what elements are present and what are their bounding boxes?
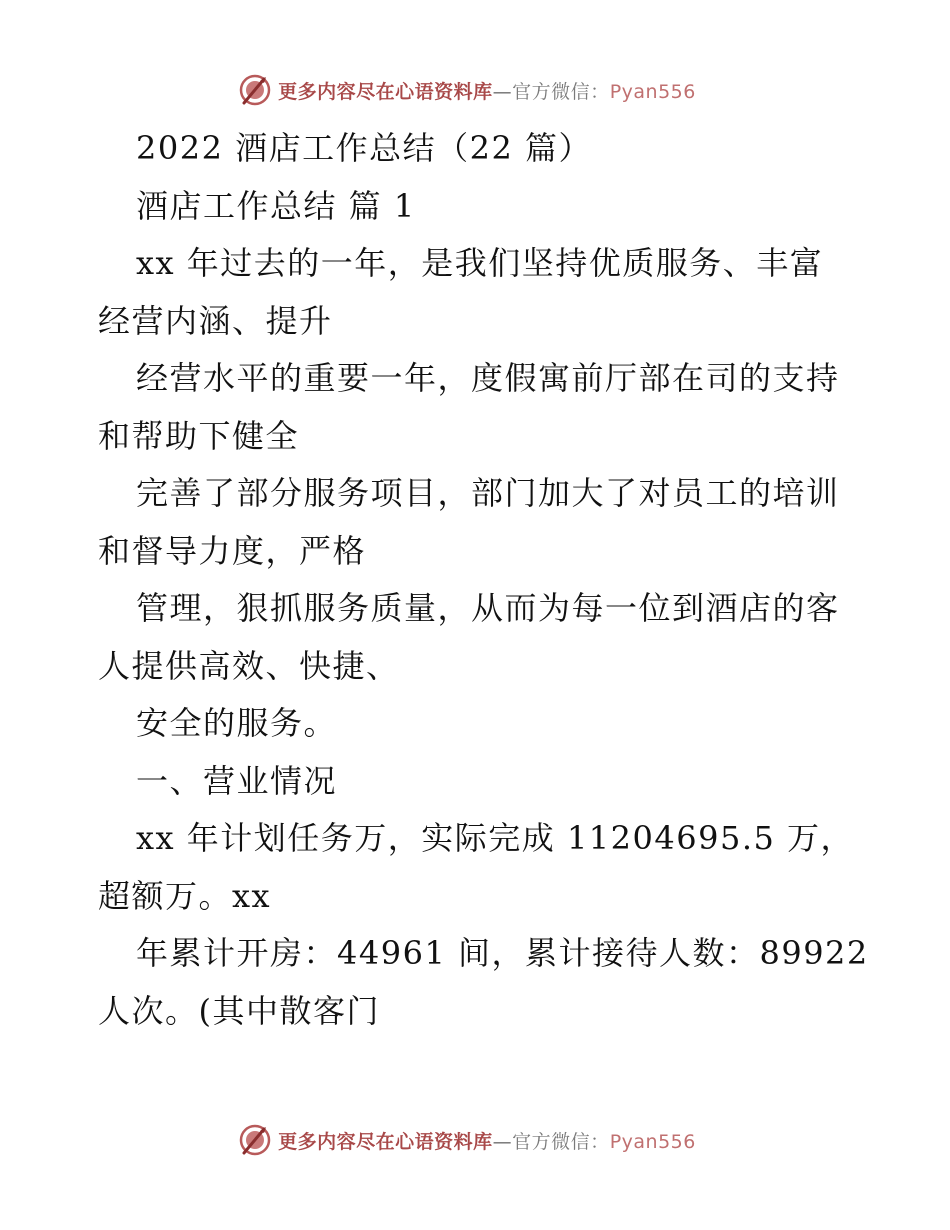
watermark-text bbox=[278, 1127, 696, 1154]
paragraph-line: xx 年计划任务万，实际完成 11204695.5 万， bbox=[136, 819, 855, 857]
paragraph-line: 年累计开房：44961 间，累计接待人数：89922 bbox=[136, 934, 869, 972]
paragraph-line: 超额万。xx bbox=[98, 876, 272, 915]
watermark-footer bbox=[0, 1120, 950, 1160]
paragraph-line: 安全的服务。 bbox=[136, 704, 338, 742]
paragraph-line: xx 年过去的一年，是我们坚持优质服务、丰富 bbox=[136, 244, 824, 282]
watermark-header bbox=[0, 70, 950, 110]
quill-logo-icon bbox=[238, 1123, 272, 1157]
watermark-contact-label: 官方微信： bbox=[512, 1130, 610, 1153]
paragraph-line: 人次。(其中散客门 bbox=[98, 991, 380, 1030]
watermark-separator: — bbox=[492, 80, 513, 103]
document-body bbox=[98, 120, 869, 1040]
paragraph-line: 管理，狠抓服务质量，从而为每一位到酒店的客 bbox=[136, 589, 840, 627]
watermark-brand: 更多内容尽在心语资料库 bbox=[278, 80, 493, 103]
paragraph-line: 经营内涵、提升 bbox=[98, 301, 333, 340]
watermark-contact-label: 官方微信： bbox=[512, 80, 610, 103]
paragraph-line: 和督导力度，严格 bbox=[98, 531, 367, 570]
watermark-brand: 更多内容尽在心语资料库 bbox=[278, 1130, 493, 1153]
document-title: 2022 酒店工作总结（22 篇） bbox=[136, 129, 593, 167]
subsection-heading: 一、营业情况 bbox=[136, 761, 338, 800]
watermark-text bbox=[278, 77, 696, 104]
watermark-contact-id: Pyan556 bbox=[609, 1130, 696, 1153]
paragraph-line: 人提供高效、快捷、 bbox=[98, 646, 400, 685]
watermark-contact-id: Pyan556 bbox=[609, 80, 696, 103]
paragraph-line: 完善了部分服务项目，部门加大了对员工的培训 bbox=[136, 474, 840, 512]
quill-logo-icon bbox=[238, 73, 272, 107]
watermark-separator: — bbox=[492, 1130, 513, 1153]
paragraph-line: 和帮助下健全 bbox=[98, 416, 300, 455]
paragraph-line: 经营水平的重要一年，度假寓前厅部在司的支持 bbox=[136, 359, 840, 397]
section-heading: 酒店工作总结 篇 1 bbox=[136, 186, 416, 225]
